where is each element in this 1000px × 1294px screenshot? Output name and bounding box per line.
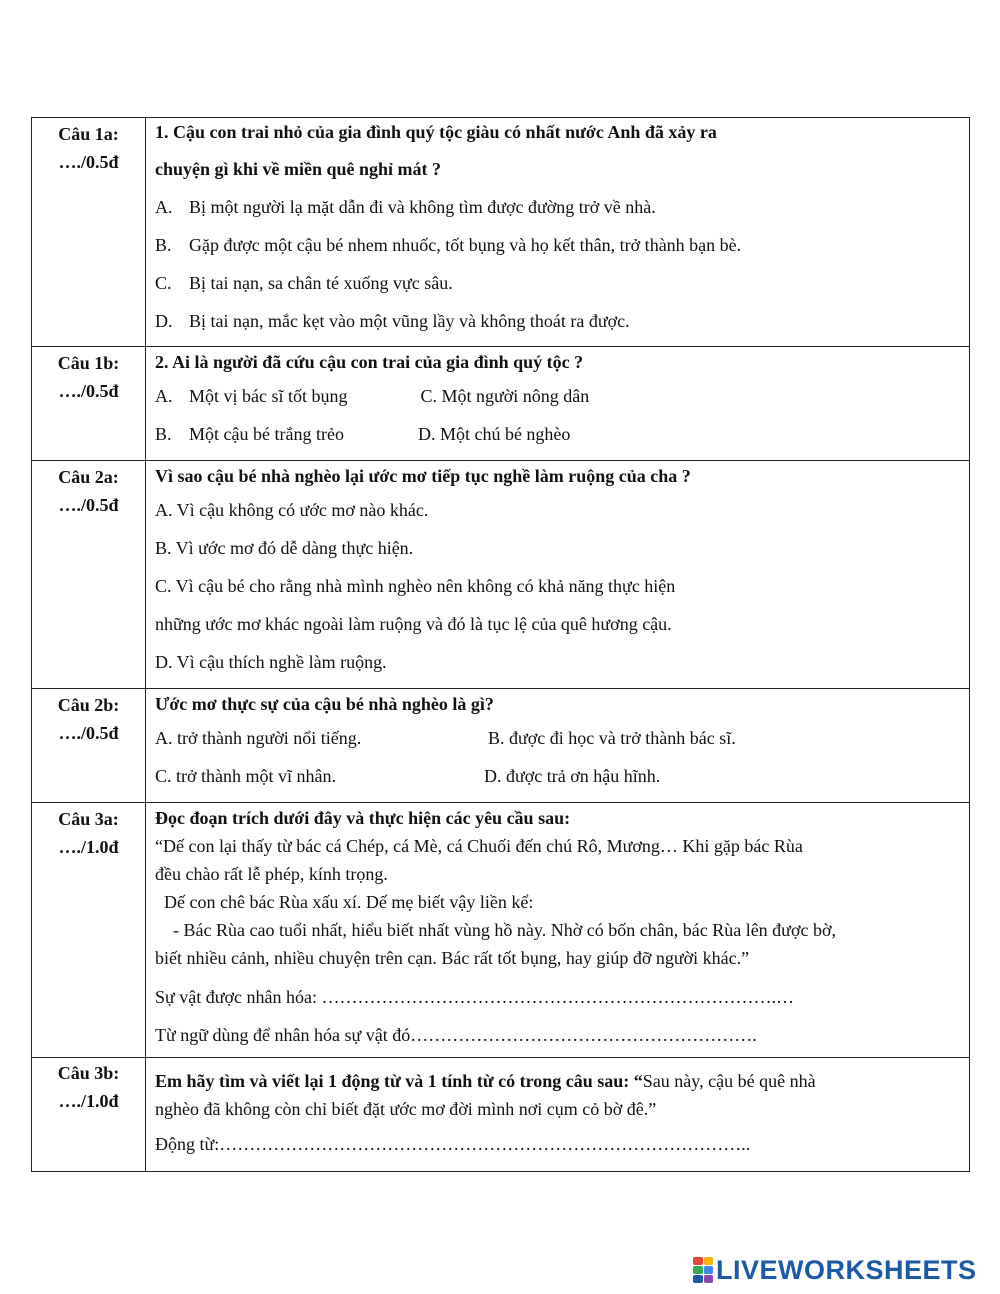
option-d[interactable]: [155, 302, 959, 340]
option-row-cd: [155, 757, 959, 795]
question-label: Câu 3a:: [58, 809, 119, 829]
score-blank[interactable]: …./0.5đ: [58, 495, 119, 515]
question-instruction: Em hãy tìm và viết lại 1 động từ và 1 tính từ có trong câu sau: “: [155, 1071, 643, 1091]
answer-blank-personifying-words[interactable]: Từ ngữ dùng để nhân hóa sự vật đó………………………………………………….: [155, 1025, 757, 1045]
question-content-cell: [146, 461, 970, 689]
option-letter: D.: [155, 311, 173, 331]
score-blank[interactable]: …./1.0đ: [58, 837, 119, 857]
question-content-cell: [146, 118, 970, 347]
question-label: Câu 3b:: [57, 1063, 120, 1083]
question-row-3b: [32, 1058, 970, 1172]
option-row-ac: [155, 377, 959, 415]
worksheet-table: [31, 117, 970, 1172]
logo-mark-block: [693, 1266, 703, 1274]
option-d[interactable]: D. được trả ơn hậu hĩnh.: [484, 766, 661, 786]
question-label-cell: [32, 347, 146, 461]
question-row-1a: [32, 118, 970, 347]
question-content-cell: [146, 347, 970, 461]
logo-mark-block: [693, 1257, 703, 1265]
score-blank[interactable]: …./0.5đ: [58, 723, 119, 743]
option-letter: C.: [155, 273, 172, 293]
option-letter: B.: [155, 235, 172, 255]
option-c-cont: những ước mơ khác ngoài làm ruộng và đó là tục lệ của quê hương cậu.: [155, 614, 672, 634]
score-blank[interactable]: …./0.5đ: [58, 152, 119, 172]
passage-line: Dế con chê bác Rùa xấu xí. Dế mẹ biết vậy liền kể:: [155, 892, 534, 912]
question-text: Ước mơ thực sự của cậu bé nhà nghèo là gì?: [155, 694, 494, 714]
logo-mark-block: [704, 1266, 714, 1274]
option-letter: A.: [155, 197, 173, 217]
logo-text: LIVEWORKSHEETS: [716, 1254, 977, 1285]
option-text: Bị một người lạ mặt dẫn đi và không tìm được đường trở về nhà.: [189, 197, 656, 217]
question-text-cont: chuyện gì khi về miền quê nghỉ mát ?: [155, 159, 442, 179]
question-text: Vì sao cậu bé nhà nghèo lại ước mơ tiếp tục nghề làm ruộng của cha ?: [155, 466, 691, 486]
question-label-cell: [32, 1058, 146, 1172]
question-label: Câu 1a:: [58, 124, 119, 144]
question-text: [155, 1067, 959, 1095]
passage-line: đều chào rất lễ phép, kính trọng.: [155, 864, 388, 884]
answer-blank-personified-object[interactable]: Sự vật được nhân hóa: ………………………………………………………………….…: [155, 987, 794, 1007]
question-label-cell: [32, 118, 146, 347]
option-text: Một cậu bé trắng trẻo: [189, 424, 344, 444]
option-row-bd: [155, 415, 959, 453]
option-a[interactable]: [155, 386, 348, 406]
score-blank[interactable]: …./0.5đ: [58, 381, 119, 401]
passage-line: “Dế con lại thấy từ bác cá Chép, cá Mè, cá Chuối đến chú Rô, Mương… Khi gặp bác Rùa: [155, 836, 803, 856]
logo-mark-block: [704, 1275, 714, 1283]
option-c[interactable]: C. Vì cậu bé cho rằng nhà mình nghèo nên không có khả năng thực hiện: [155, 576, 676, 596]
option-b[interactable]: [155, 424, 344, 444]
option-a[interactable]: [155, 188, 959, 226]
question-content-cell: [146, 689, 970, 803]
option-c[interactable]: C. trở thành một vĩ nhân.: [155, 766, 337, 786]
question-quote: Sau này, cậu bé quê nhà: [642, 1071, 816, 1091]
option-b[interactable]: [155, 226, 959, 264]
option-text: Gặp được một cậu bé nhem nhuốc, tốt bụng và họ kết thân, trở thành bạn bè.: [189, 235, 742, 255]
question-label-cell: [32, 461, 146, 689]
option-c[interactable]: C. Một người nông dân: [420, 386, 590, 406]
question-content-cell: [146, 803, 970, 1058]
option-text: Bị tai nạn, sa chân té xuống vực sâu.: [189, 273, 453, 293]
question-row-2a: [32, 461, 970, 689]
question-text: 1. Cậu con trai nhỏ của gia đình quý tộc giàu có nhất nước Anh đã xảy ra: [155, 122, 717, 142]
question-content-cell: [146, 1058, 970, 1172]
question-row-2b: [32, 689, 970, 803]
question-quote-cont: nghèo đã không còn chỉ biết đặt ước mơ đời mình nơi cụm cỏ bờ đê.”: [155, 1099, 657, 1119]
logo-mark-block: [693, 1275, 703, 1283]
question-label-cell: [32, 689, 146, 803]
option-b[interactable]: B. được đi học và trở thành bác sĩ.: [488, 728, 736, 748]
liveworksheets-logo: [693, 1254, 977, 1286]
score-blank[interactable]: …./1.0đ: [58, 1091, 119, 1111]
option-c[interactable]: [155, 264, 959, 302]
logo-mark-block: [704, 1257, 714, 1265]
option-a[interactable]: A. trở thành người nổi tiếng.: [155, 728, 362, 748]
answer-blank-verb[interactable]: Động từ:……………………………………………………………………………..: [155, 1134, 751, 1154]
option-d[interactable]: D. Vì cậu thích nghề làm ruộng.: [155, 652, 387, 672]
option-text: Bị tai nạn, mắc kẹt vào một vũng lầy và không thoát ra được.: [189, 311, 630, 331]
question-label-cell: [32, 803, 146, 1058]
question-label: Câu 2b:: [57, 695, 120, 715]
option-a[interactable]: A. Vì cậu không có ước mơ nào khác.: [155, 500, 429, 520]
question-label: Câu 2a:: [58, 467, 119, 487]
option-row-ab: [155, 719, 959, 757]
passage-line: biết nhiều cảnh, nhiều chuyện trên cạn. Bác rất tốt bụng, hay giúp đỡ người khác.”: [155, 948, 750, 968]
question-text: Đọc đoạn trích dưới đây và thực hiện các yêu cầu sau:: [155, 808, 571, 828]
question-row-1b: [32, 347, 970, 461]
option-text: Một vị bác sĩ tốt bụng: [189, 386, 348, 406]
passage-line: - Bác Rùa cao tuổi nhất, hiểu biết nhất vùng hồ này. Nhờ có bốn chân, bác Rùa lên được bờ,: [155, 920, 836, 940]
logo-mark-icon: [693, 1257, 713, 1283]
option-d[interactable]: D. Một chú bé nghèo: [417, 424, 571, 444]
question-row-3a: [32, 803, 970, 1058]
question-text: 2. Ai là người đã cứu cậu con trai của gia đình quý tộc ?: [155, 352, 584, 372]
option-letter: A.: [155, 386, 173, 406]
question-label: Câu 1b:: [57, 353, 120, 373]
option-b[interactable]: B. Vì ước mơ đó dễ dàng thực hiện.: [155, 538, 414, 558]
option-letter: B.: [155, 424, 172, 444]
